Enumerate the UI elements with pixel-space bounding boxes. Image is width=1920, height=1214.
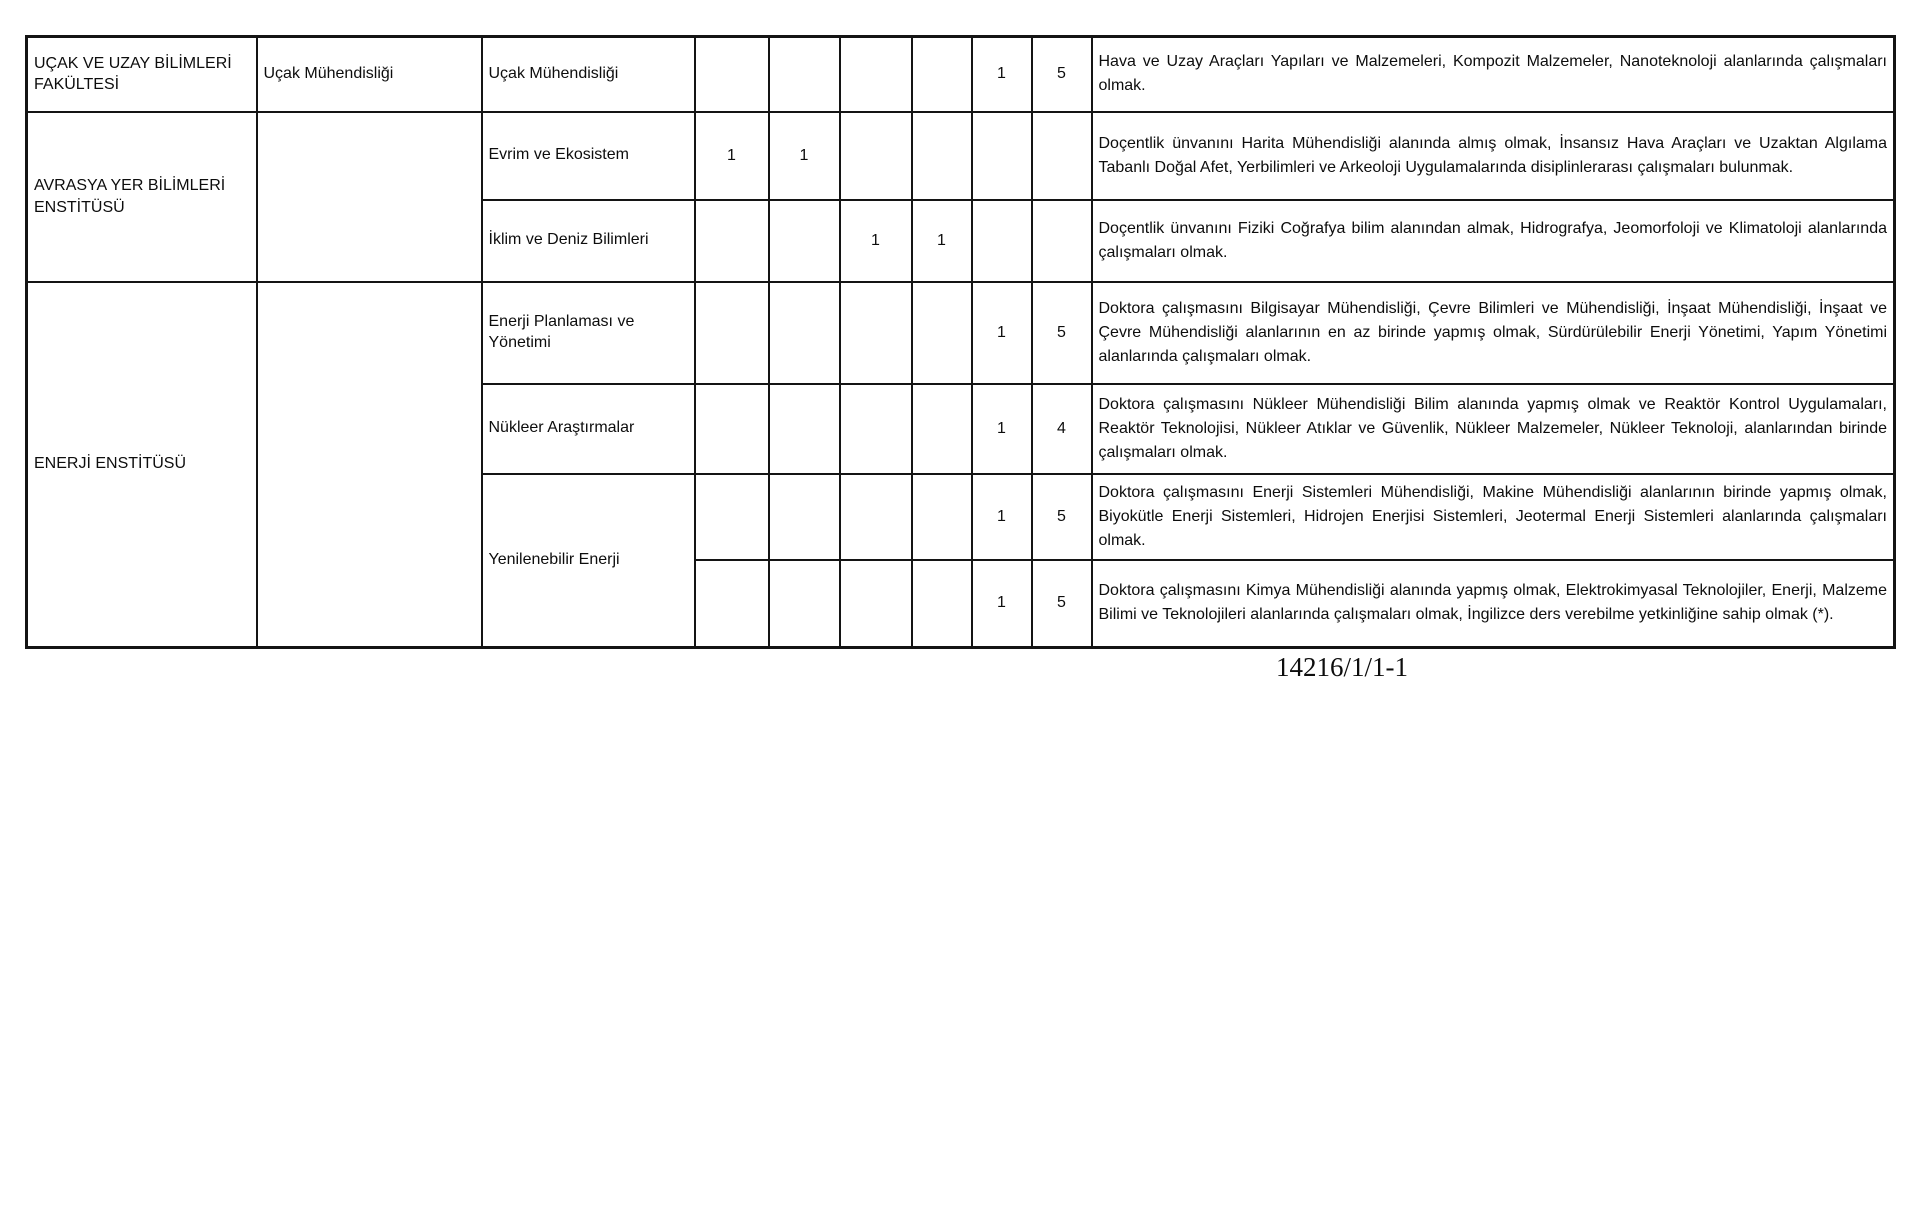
count-cell <box>695 384 769 474</box>
program-cell: Yenilenebilir Enerji <box>482 474 695 648</box>
department-cell <box>257 282 482 648</box>
count-cell: 5 <box>1032 282 1092 384</box>
count-cell <box>769 282 840 384</box>
count-cell: 1 <box>972 384 1032 474</box>
count-cell <box>840 474 912 560</box>
count-cell <box>695 282 769 384</box>
table-row <box>27 37 1895 112</box>
count-cell: 1 <box>695 112 769 200</box>
count-cell <box>912 474 972 560</box>
count-cell: 5 <box>1032 560 1092 648</box>
count-cell: 1 <box>972 474 1032 560</box>
program-cell: Evrim ve Ekosistem <box>482 112 695 200</box>
department-cell: Uçak Mühendisliği <box>257 37 482 112</box>
department-cell <box>257 112 482 282</box>
count-cell <box>840 560 912 648</box>
count-cell: 1 <box>912 200 972 282</box>
count-cell: 4 <box>1032 384 1092 474</box>
count-cell: 1 <box>972 560 1032 648</box>
count-cell <box>769 474 840 560</box>
count-cell <box>840 112 912 200</box>
count-cell <box>769 560 840 648</box>
requirement-cell: Doktora çalışmasını Bilgisayar Mühendisliği, Çevre Bilimleri ve Mühendisliği, İnşaat Mühendisliği, İnşaat ve Çevre Mühendisliği alanlarının en az birinde yapmış olmak, Sürdürülebilir Enerji Yönetimi, Yapım Yönetimi alanlarında çalışmaları olmak. <box>1092 282 1895 384</box>
count-cell <box>912 112 972 200</box>
count-cell: 1 <box>972 37 1032 112</box>
count-cell <box>695 474 769 560</box>
faculty-cell: ENERJİ ENSTİTÜSÜ <box>27 282 257 648</box>
count-cell <box>912 282 972 384</box>
document-reference-number: 14216/1/1-1 <box>1276 652 1408 682</box>
faculty-cell: AVRASYA YER BİLİMLERİ ENSTİTÜSÜ <box>27 112 257 282</box>
count-cell: 5 <box>1032 474 1092 560</box>
program-cell: Enerji Planlaması ve Yönetimi <box>482 282 695 384</box>
requirement-cell: Doçentlik ünvanını Harita Mühendisliği alanında almış olmak, İnsansız Hava Araçları ve Uzaktan Algılama Tabanlı Doğal Afet, Yerbilimleri ve Arkeoloji Uygulamalarında disiplinlerarası çalışmaları bulunmak. <box>1092 112 1895 200</box>
count-cell <box>840 384 912 474</box>
count-cell: 1 <box>972 282 1032 384</box>
count-cell <box>695 200 769 282</box>
count-cell <box>912 384 972 474</box>
program-cell: Uçak Mühendisliği <box>482 37 695 112</box>
count-cell <box>840 282 912 384</box>
count-cell <box>972 200 1032 282</box>
requirement-cell: Doçentlik ünvanını Fiziki Coğrafya bilim alanından almak, Hidrografya, Jeomorfoloji ve Klimatoloji alanlarında çalışmaları olmak. <box>1092 200 1895 282</box>
count-cell <box>912 560 972 648</box>
count-cell: 1 <box>840 200 912 282</box>
table-row <box>27 282 1895 384</box>
count-cell <box>695 560 769 648</box>
count-cell <box>912 37 972 112</box>
requirement-cell: Doktora çalışmasını Nükleer Mühendisliği Bilim alanında yapmış olmak ve Reaktör Kontrol Uygulamaları, Reaktör Teknolojisi, Nükleer Atıklar ve Güvenlik, Nükleer Malzemeler, Nükleer Teknoloji, alanlarından birinde çalışmaları olmak. <box>1092 384 1895 474</box>
program-cell: Nükleer Araştırmalar <box>482 384 695 474</box>
count-cell <box>1032 200 1092 282</box>
program-cell: İklim ve Deniz Bilimleri <box>482 200 695 282</box>
count-cell <box>769 200 840 282</box>
count-cell: 5 <box>1032 37 1092 112</box>
count-cell <box>840 37 912 112</box>
faculty-cell: UÇAK VE UZAY BİLİMLERİ FAKÜLTESİ <box>27 37 257 112</box>
requirement-cell: Doktora çalışmasını Enerji Sistemleri Mühendisliği, Makine Mühendisliği alanlarının birinde yapmış olmak, Biyokütle Enerji Sistemleri, Hidrojen Enerjisi Sistemleri, Jeotermal Enerji Sistemleri alanlarında çalışmaları olmak. <box>1092 474 1895 560</box>
count-cell <box>769 37 840 112</box>
count-cell <box>1032 112 1092 200</box>
academic-positions-table <box>25 35 1896 649</box>
count-cell <box>695 37 769 112</box>
requirement-cell: Hava ve Uzay Araçları Yapıları ve Malzemeleri, Kompozit Malzemeler, Nanoteknoloji alanlarında çalışmaları olmak. <box>1092 37 1895 112</box>
table-row <box>27 112 1895 200</box>
count-cell <box>972 112 1032 200</box>
count-cell <box>769 384 840 474</box>
requirement-cell: Doktora çalışmasını Kimya Mühendisliği alanında yapmış olmak, Elektrokimyasal Teknolojiler, Enerji, Malzeme Bilimi ve Teknolojileri alanlarında çalışmaları olmak, İngilizce ders verebilme yetkinliğine sahip olmak (*). <box>1092 560 1895 648</box>
count-cell: 1 <box>769 112 840 200</box>
